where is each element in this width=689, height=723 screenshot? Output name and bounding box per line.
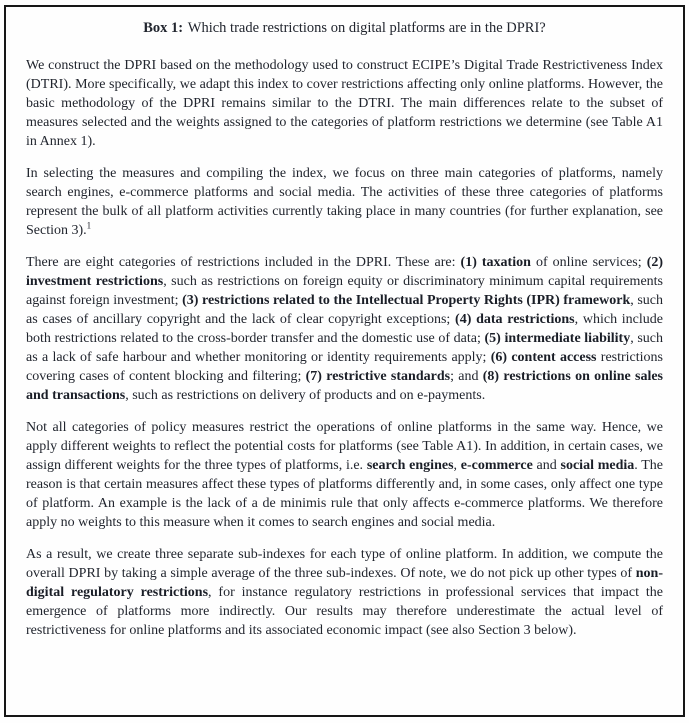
box-title <box>26 19 663 38</box>
bold-text-segment: e-commerce <box>460 458 533 473</box>
bold-text-segment: search engines <box>366 458 454 473</box>
bold-text-segment: (4) data restrictions <box>455 312 575 327</box>
bold-text-segment: (2) investment restrictions <box>26 255 664 289</box>
paragraph <box>26 164 663 240</box>
text-segment: . The reason is that certain measures affect these types of platforms differently and, in some cases, only affect one type of platform. An example is the lack of a de minimis rule that only affects e-commerce platforms. We therefore apply no weights to this measure when it comes to search engines and social media. <box>26 458 664 530</box>
paragraph <box>26 253 663 405</box>
paragraph <box>26 418 663 532</box>
bold-text-segment: (1) taxation <box>460 255 531 270</box>
paragraph <box>26 56 663 151</box>
text-segment: , such as restrictions on foreign equity or discriminatory minimum capital requirements against foreign investment; <box>26 274 663 308</box>
text-segment: , such as restrictions on delivery of products and on e-payments. <box>125 388 486 403</box>
text-segment: , which include both restrictions related to the cross-border transfer and the domestic use of data; <box>26 312 663 346</box>
bold-text-segment: social media <box>560 458 635 473</box>
text-segment: , such as cases of ancillary copyright and the lack of clear copyright exceptions; <box>26 293 663 327</box>
text-segment: There are eight categories of restrictions included in the DPRI. These are: <box>26 255 461 270</box>
bold-text-segment: (7) restrictive standards <box>305 369 451 384</box>
text-segment: Not all categories of policy measures restrict the operations of online platforms in the same way. Hence, we apply different weights to reflect the potential costs for platforms (see Table A1). In addition, in certain cases, we assign different weights for the three types of platforms, i.e. <box>26 420 663 473</box>
bold-text-segment: (5) intermediate liability <box>484 331 631 346</box>
text-segment: We construct the DPRI based on the methodology used to construct ECIPE’s Digital Trade Restrictiveness Index (DTRI). More specifically, we adapt this index to cover restrictions affecting only online platforms. However, the basic methodology of the DPRI remains similar to the DTRI. The main differences relate to the subset of measures selected and the weights assigned to the categories of platform restrictions we determine (see Table A1 in Annex 1). <box>26 58 663 149</box>
bold-text-segment: (3) restrictions related to the Intellectual Property Rights (IPR) framework <box>182 293 631 308</box>
text-segment: ; and <box>450 369 483 384</box>
text-segment: , <box>453 458 461 473</box>
paragraph <box>26 545 663 640</box>
text-segment: restrictions covering cases of content blocking and filtering; <box>26 350 663 384</box>
box-title-label: Box 1: <box>143 20 184 36</box>
bold-text-segment: (8) restrictions on online sales and transactions <box>26 369 664 403</box>
footnote-marker: 1 <box>86 220 92 231</box>
box-title-text: Which trade restrictions on digital platforms are in the DPRI? <box>187 20 546 36</box>
text-segment: and <box>532 458 561 473</box>
text-segment: , for instance regulatory restrictions in professional services that impact the emergence of platforms more indirectly. Our results may therefore underestimate the actual level of restrictiveness for online platforms and its associated economic impact (see also Section 3 below). <box>26 585 663 638</box>
text-segment: As a result, we create three separate sub-indexes for each type of online platform. In addition, we compute the overall DPRI by taking a simple average of the three sub-indexes. Of note, we do not pick up other types of <box>26 547 663 581</box>
text-segment: In selecting the measures and compiling the index, we focus on three main categories of platforms, namely search engines, e-commerce platforms and social media. The activities of these three categories of platforms represent the bulk of all platform activities currently taking place in many countries (for further explanation, see Section 3). <box>26 166 663 238</box>
box-body <box>26 56 663 640</box>
text-segment: of online services; <box>530 255 647 270</box>
text-segment: , such as a lack of safe harbour and whether monitoring or identity requirements apply; <box>26 331 663 365</box>
bold-text-segment: non-digital regulatory restrictions <box>26 566 663 600</box>
bold-text-segment: (6) content access <box>490 350 597 365</box>
box-1-container <box>4 5 685 717</box>
